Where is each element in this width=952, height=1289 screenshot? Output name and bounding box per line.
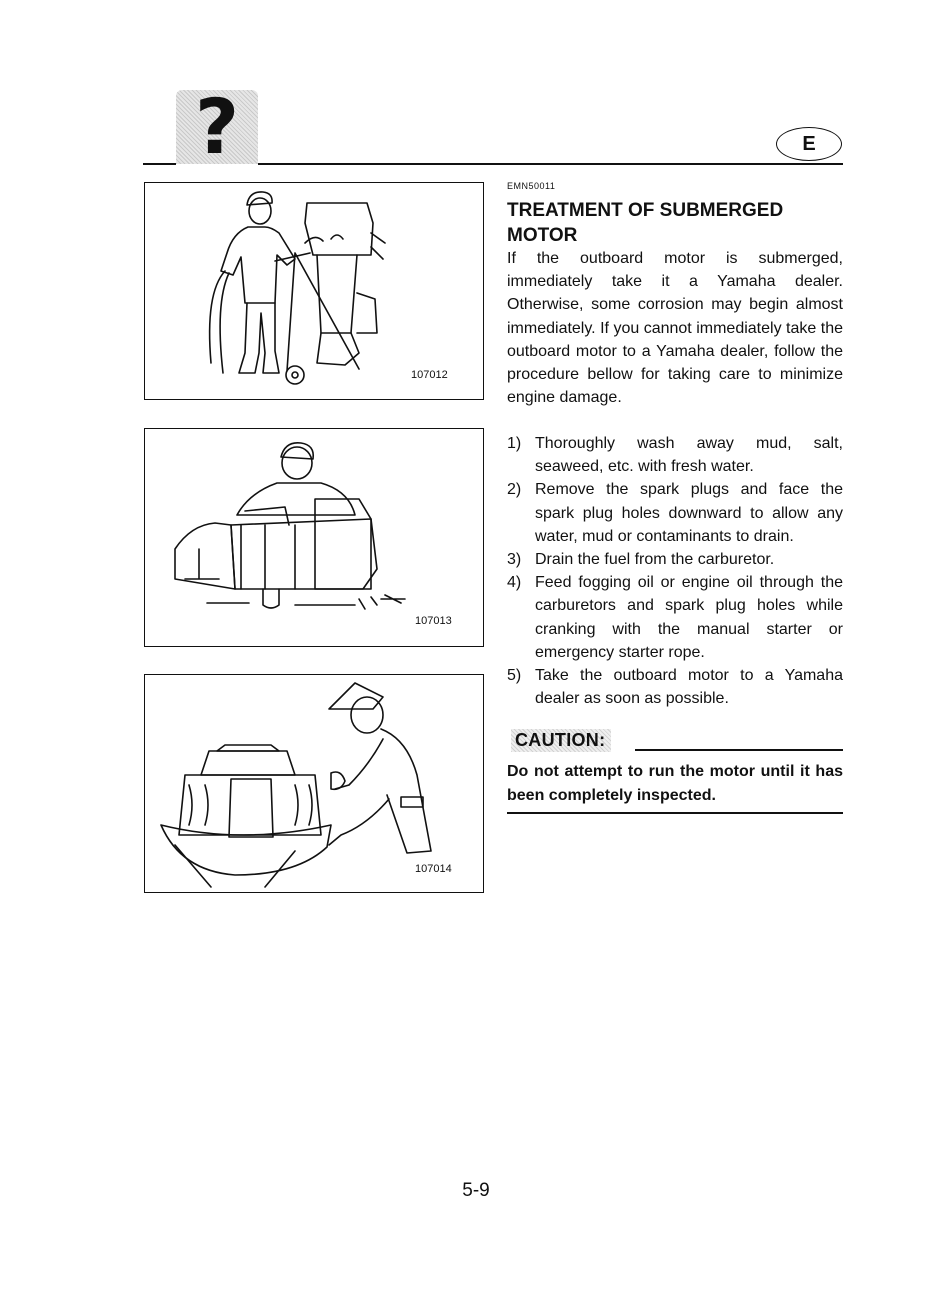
engine-cover [229,779,273,837]
person-legs [239,303,279,373]
figure-code: 107014 [415,863,452,875]
person-torso [221,227,295,303]
figure-code: 107013 [415,615,452,627]
caution-label: CAUTION: [511,729,611,752]
caution-rule [635,749,843,751]
person-arm [335,739,383,789]
motor-shaft [317,255,357,333]
illustration-wash-motor [145,183,483,399]
header-rule-right [258,163,843,165]
engine-block [179,775,321,835]
illustration-drain-motor [145,429,483,646]
chapter-tab [176,82,258,171]
caution-bottom-rule [507,812,843,814]
motor-lower [317,333,359,365]
list-item: 1) Thoroughly wash away mud, salt, seaweed, etc. with fresh water. [507,435,843,476]
person-head [282,447,312,479]
procedure-steps [507,432,843,710]
illustration-crank-engine [145,675,483,892]
person-body [381,729,431,853]
list-item: 5) Take the outboard motor to a Yamaha dealer as soon as possible. [507,667,843,708]
person-cap [329,683,383,709]
motor-cowling [315,499,371,589]
engine-top [201,751,295,775]
wash-tub [161,825,331,875]
hose [210,271,229,373]
list-item: 3) Drain the fuel from the carburetor. [507,551,775,569]
figure-drain-motor [144,428,484,647]
caution-header [507,729,843,759]
intro-paragraph: If the outboard motor is submerged, immediately take it a Yamaha dealer. Otherwise, some corrosion may begin almost immediately. If you cannot immediately take the outboard motor to a Yamaha dealer, follow the procedure bellow for taking care to minimize engine damage. [507,250,843,407]
list-item: 2) Remove the spark plugs and face the spark plug holes downward to allow any water, mud or contaminants to drain. [507,481,843,545]
question-mark-icon: ? [194,82,240,171]
section-title: TREATMENT OF SUBMERGED MOTOR [507,200,784,246]
motor-cowling [305,203,373,255]
list-item: 4) Feed fogging oil or engine oil through the carburetors and spark plug holes while cranking with the manual starter or emergency starter rope. [507,574,843,661]
language-badge: E [776,127,842,161]
section-code: EMN50011 [507,181,556,191]
ground-puddle [207,603,355,605]
figure-code: 107012 [411,369,448,381]
motor-body [231,519,377,589]
figure-wash-motor [144,182,484,400]
figure-crank-engine [144,674,484,893]
page-number: 5-9 [462,1180,490,1201]
caution-text: Do not attempt to run the motor until it has been completely inspected. [507,763,843,804]
person-head [249,198,271,224]
header-rule-left [143,163,176,165]
person-cap [281,443,313,459]
motor-stand [287,253,359,371]
stand-wheel [286,366,304,384]
